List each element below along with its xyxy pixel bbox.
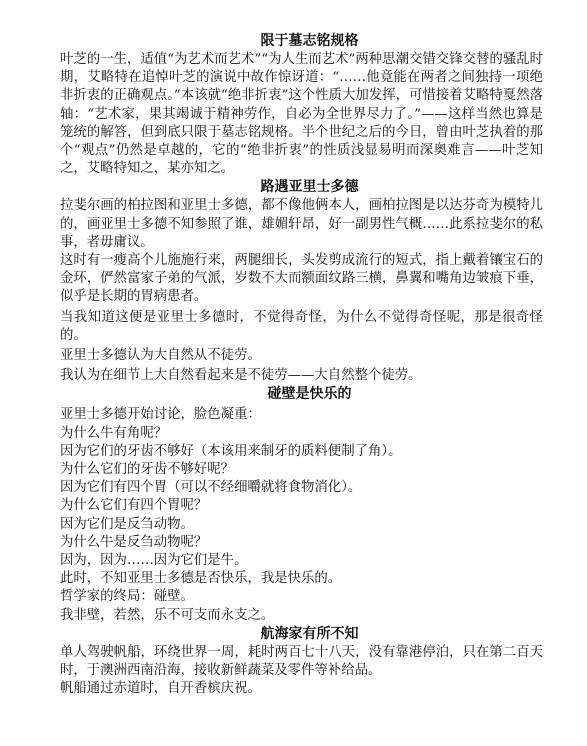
paragraph: 为什么它们有四个胃呢？ xyxy=(60,498,208,514)
section-title: 限于墓志铭规格 xyxy=(260,33,359,49)
paragraph: 拉斐尔画的柏拉图和亚里士多德，都不像他俩本人，画柏拉图是以达芬奇为模特儿的，画亚里士多德不知参照了谁，雄媚轩昂，好一副男性气概……此系拉斐尔的私事，者毋庸议。 xyxy=(60,198,543,250)
paragraph: 因为，因为……因为它们是牛。 xyxy=(60,553,248,569)
paragraph: 这时有一瘦高个儿施施行来，两腿细长，头发剪成流行的短式，指上戴着镶宝石的金环，俨然富家子弟的气派，岁数不大而额面纹路三横，鼻翼和嘴角边皱痕下垂，似乎是长期的胃病患者。 xyxy=(60,253,543,305)
paragraph: 因为它们是反刍动物。 xyxy=(60,516,194,532)
paragraph: 亚里士多德开始讨论，脸色凝重： xyxy=(60,407,261,423)
paragraph: 亚里士多德认为大自然从不徒劳。 xyxy=(60,348,261,364)
section-3 xyxy=(60,385,543,624)
paragraph: 我非壁，若然，乐不可支而永支之。 xyxy=(60,607,275,623)
section-title: 碰壁是快乐的 xyxy=(267,386,352,403)
paragraph: 单人驾驶帆船，环绕世界一周，耗时两百七十八天，没有靠港停泊，只在第二百天时，于澳洲西南沿海，接收新鲜蔬菜及零件等补给品。 xyxy=(60,644,543,679)
paragraph: 此时，不知亚里士多德是否快乐，我是快乐的。 xyxy=(60,571,342,587)
section-4 xyxy=(60,625,543,699)
section-title: 航海家有所不知 xyxy=(260,625,359,642)
paragraph: 因为它们的牙齿不够好（本该用来制牙的质料便制了角）。 xyxy=(60,443,402,459)
paragraph: 为什么牛有角呢？ xyxy=(60,425,168,441)
paragraph: 帆船通过赤道时，自开香槟庆祝。 xyxy=(60,681,261,697)
paragraph: 叶芝的一生，适值“为艺术而艺术”“为人生而艺术”两种思潮交错交锋交替的骚乱时期，艾略特在追悼叶芝的演说中故作惊讶道：“……他竟能在两者之间独持一项绝非折衷的正确观点。”本该就“绝非折衷”这个性质大加发挥，可惜接着艾略特戛然落轴：“艺术家，果其竭诚于精神劳作，自必为全世界尽力了。”——这样当然也算是笼统的解答，但到底只限于墓志铭规格。半个世纪之后的今日，曾由叶芝执着的那个“观点”仍然是卓越的，它的“绝非折衷”的性质浅显易明而深奥难言——叶芝知之，艾略特知之，某亦知之。 xyxy=(60,52,543,177)
paragraph: 我认为在细节上大自然看起来是不徒劳——大自然整个徒劳。 xyxy=(60,368,422,384)
paragraph: 哲学家的终局：碰壁。 xyxy=(60,589,194,605)
paragraph: 因为它们有四个胃（可以不经细嚼就将食物消化）。 xyxy=(60,480,362,496)
paragraph: 当我知道这便是亚里士多德时，不觉得奇怪，为什么不觉得奇怪呢，那是很奇怪的。 xyxy=(60,309,543,343)
section-2 xyxy=(60,178,543,385)
paragraph: 为什么牛是反刍动物呢？ xyxy=(60,534,208,550)
section-title: 路遇亚里士多德 xyxy=(260,179,359,196)
paragraph: 为什么它们的牙齿不够好呢？ xyxy=(60,462,235,478)
section-1 xyxy=(60,32,543,178)
